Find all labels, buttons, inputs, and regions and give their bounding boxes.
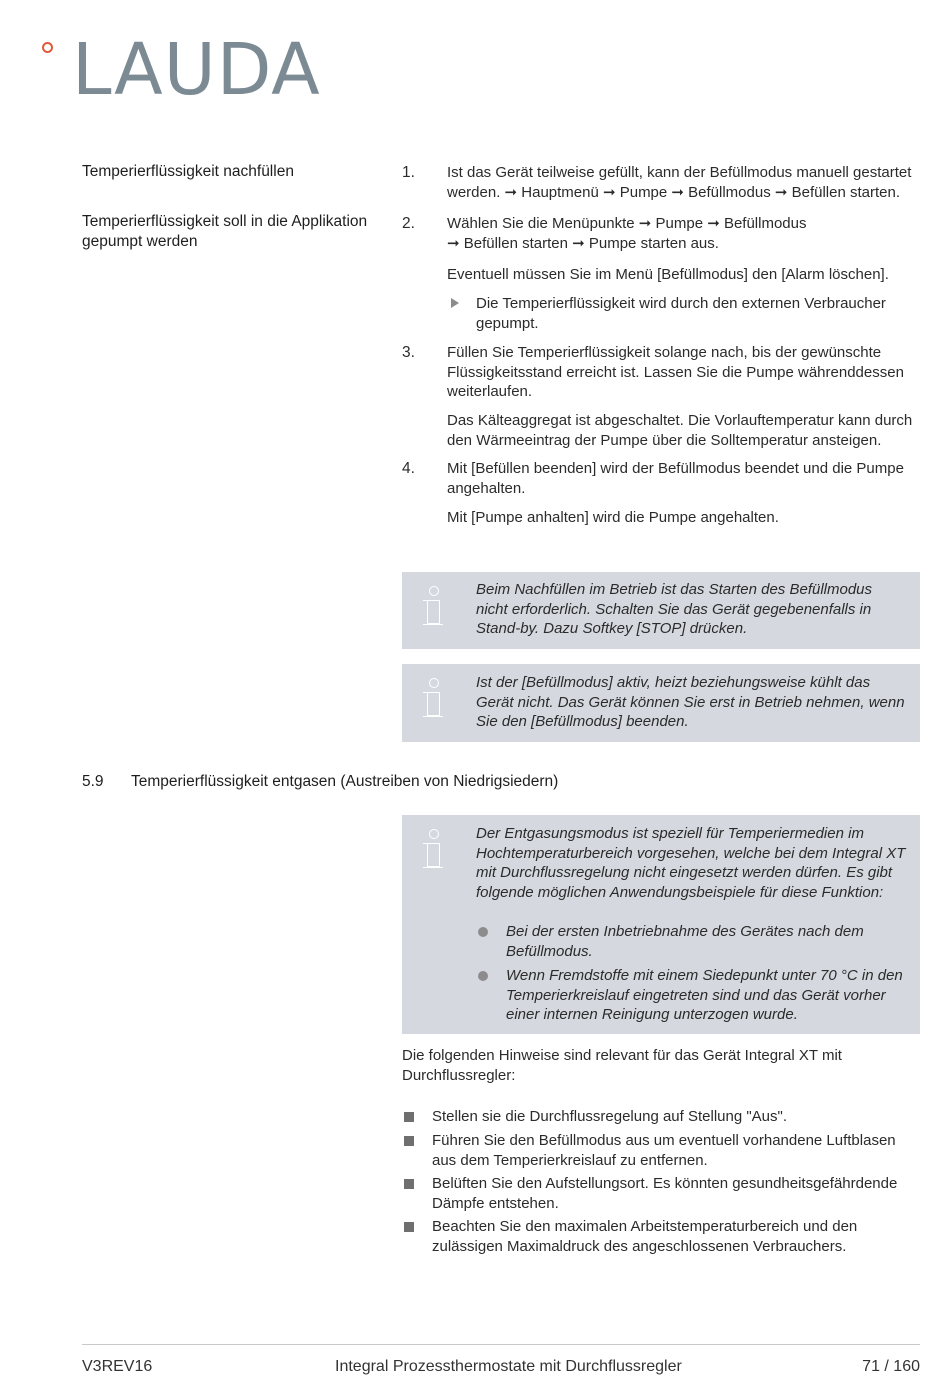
step-number: 1. — [402, 164, 415, 181]
list-item-text: Beachten Sie den maximalen Arbeitstemperaturbereich und den zulässigen Maximaldruck des angeschlossenen Verbrauchers. — [432, 1218, 858, 1255]
bullet-dot-icon — [478, 927, 488, 937]
bullet-dot-icon — [478, 971, 488, 981]
step-number: 3. — [402, 344, 415, 361]
section-number: 5.9 — [82, 773, 104, 790]
info-icon — [422, 586, 446, 626]
info-icon — [422, 829, 446, 869]
step-number: 4. — [402, 460, 415, 477]
info-note-3 — [402, 815, 920, 1034]
footer-title: Integral Prozessthermostate mit Durchflussregler — [335, 1358, 682, 1375]
note-bullet-text: Wenn Fremdstoffe mit einem Siedepunkt unter 70 °C in den Temperierkreislauf eingetreten sind und das Gerät vorher einer internen Reinigung unterzogen wurde. — [506, 967, 903, 1023]
side-label-pump: Temperierflüssigkeit soll in die Applikation gepumpt werden — [82, 213, 368, 250]
footer-page-number: 71 / 160 — [862, 1358, 920, 1375]
note-text: Beim Nachfüllen im Betrieb ist das Starten des Befüllmodus nicht erforderlich. Schalten Sie das Gerät gegebenenfalls in Stand-by. Dazu Softkey [STOP] drücken. — [476, 581, 873, 637]
step-text: Füllen Sie Temperierflüssigkeit solange nach, bis der gewünschte Flüssigkeitsstand erreicht ist. Lassen Sie die Pumpe währenddessen weiterlaufen. — [447, 344, 904, 400]
intro-paragraph: Die folgenden Hinweise sind relevant für das Gerät Integral XT mit Durchflussregler: — [402, 1047, 842, 1084]
bullet-square-icon — [404, 1179, 414, 1189]
side-label-refill: Temperierflüssigkeit nachfüllen — [82, 163, 294, 180]
note-text: Ist der [Befüllmodus] aktiv, heizt beziehungsweise kühlt das Gerät nicht. Das Gerät können Sie erst in Betrieb nehmen, wenn Sie den [Befüllmodus] beenden. — [476, 674, 905, 730]
logo-text: LAUDA — [72, 28, 321, 111]
step-text — [447, 214, 922, 253]
step-text-line: Wählen Sie die Menüpunkte ➞ Pumpe ➞ Befüllmodus — [447, 215, 807, 232]
info-icon — [422, 678, 446, 718]
footer-version: V3REV16 — [82, 1358, 153, 1375]
step-text-line: ➞ Befüllen starten ➞ Pumpe starten aus. — [447, 234, 719, 252]
footer-divider — [82, 1344, 920, 1345]
list-item-text: Stellen sie die Durchflussregelung auf Stellung "Aus". — [432, 1108, 788, 1125]
note-bullet-text: Bei der ersten Inbetriebnahme des Gerätes nach dem Befüllmodus. — [506, 923, 864, 960]
step-number: 2. — [402, 215, 415, 232]
step-4-note: Mit [Pumpe anhalten] wird die Pumpe angehalten. — [447, 509, 779, 526]
list-item-text: Belüften Sie den Aufstellungsort. Es könnten gesundheitsgefährdende Dämpfe entstehen. — [432, 1175, 898, 1212]
step-text: Mit [Befüllen beenden] wird der Befüllmodus beendet und die Pumpe angehalten. — [447, 460, 904, 497]
bullet-square-icon — [404, 1136, 414, 1146]
info-note-2 — [402, 664, 920, 742]
logo-ring-icon — [42, 42, 53, 53]
note-text: Der Entgasungsmodus ist speziell für Temperiermedien im Hochtemperaturbereich vorgesehen, welche bei dem Integral XT mit Durchflussregelung nicht eingesetzt werden dürfen. Es gibt folgende möglichen Anwendungsbeispiele für diese Funktion: — [476, 825, 906, 901]
lauda-logo — [38, 28, 348, 111]
result-text: Die Temperierflüssigkeit wird durch den externen Verbraucher gepumpt. — [476, 295, 886, 332]
step-text: Ist das Gerät teilweise gefüllt, kann der Befüllmodus manuell gestartet werden. ➞ Hauptmenü ➞ Pumpe ➞ Befüllmodus ➞ Befüllen starten. — [447, 164, 912, 201]
section-title: Temperierflüssigkeit entgasen (Austreiben von Niedrigsiedern) — [131, 773, 559, 790]
bullet-square-icon — [404, 1222, 414, 1232]
bullet-square-icon — [404, 1112, 414, 1122]
step-2-note: Eventuell müssen Sie im Menü [Befüllmodus] den [Alarm löschen]. — [447, 266, 889, 283]
info-note-1 — [402, 572, 920, 649]
step-3-note: Das Kälteaggregat ist abgeschaltet. Die Vorlauftemperatur kann durch den Wärmeeintrag der Pumpe über die Solltemperatur ansteigen. — [447, 412, 913, 449]
list-item-text: Führen Sie den Befüllmodus aus um eventuell vorhandene Luftblasen aus dem Temperierkreislauf zu entfernen. — [432, 1132, 896, 1169]
result-triangle-icon — [451, 298, 459, 308]
